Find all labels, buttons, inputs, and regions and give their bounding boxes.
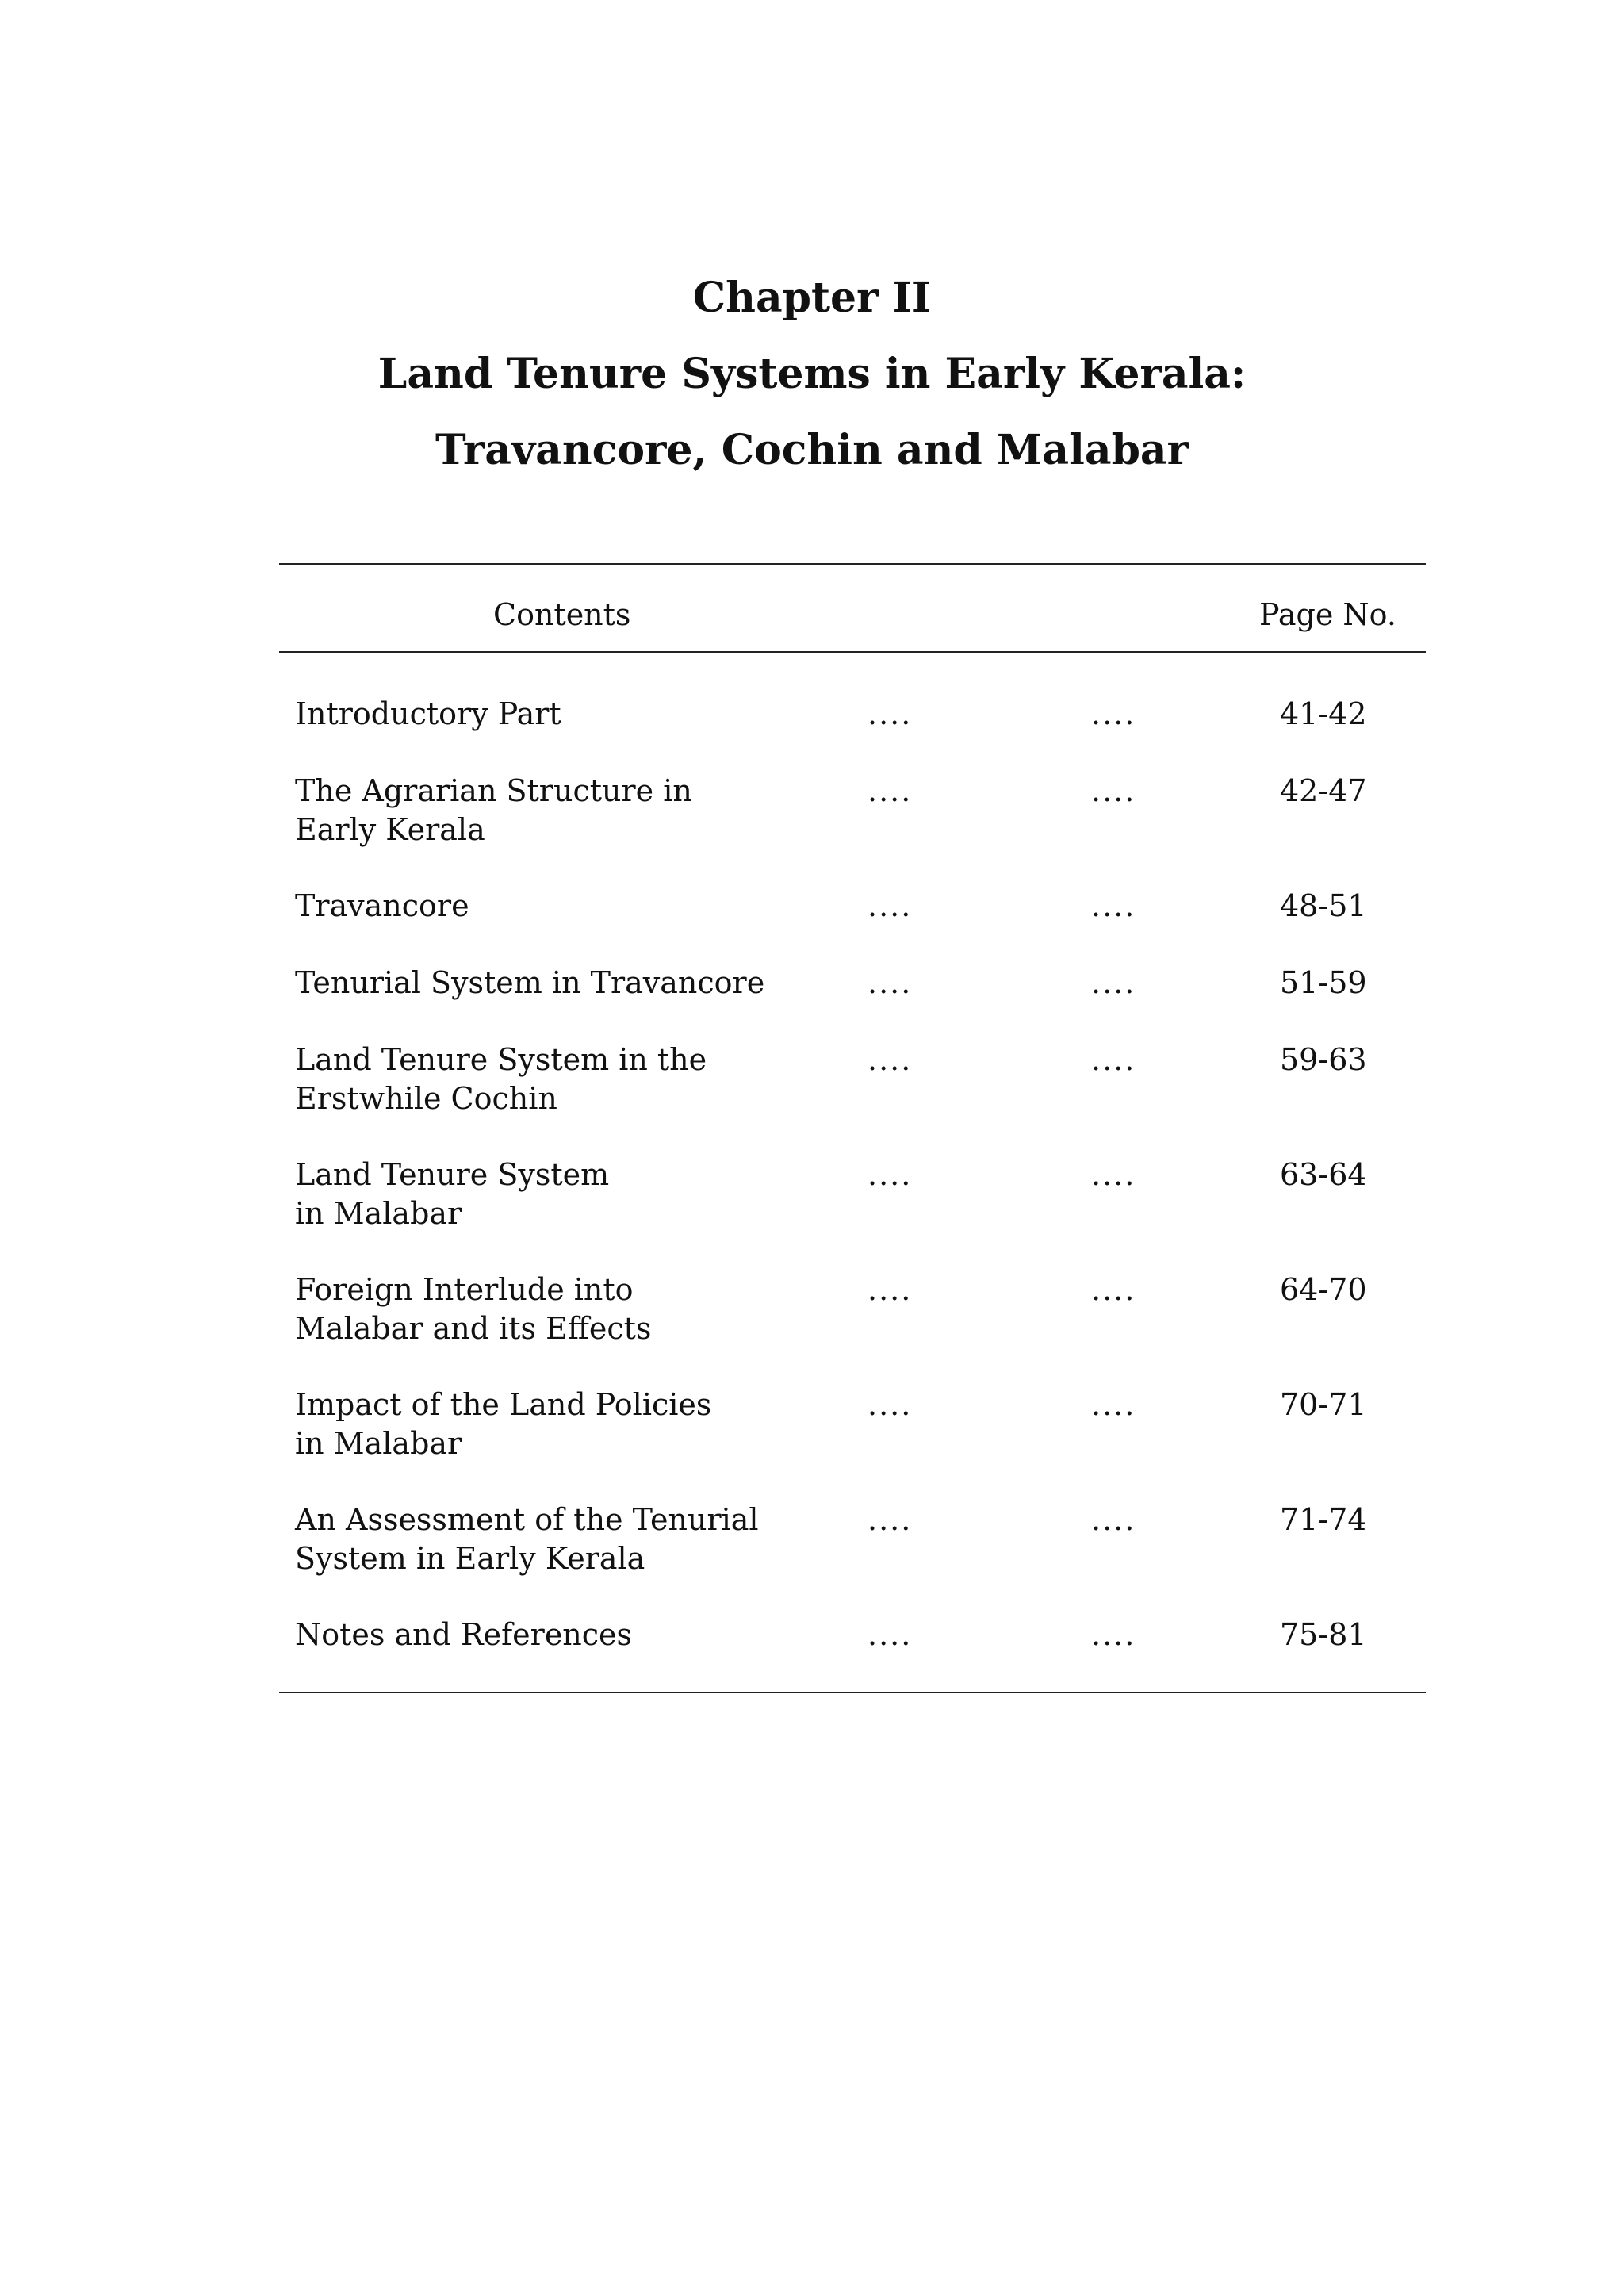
- toc-row: [0, 964, 1624, 1043]
- leader-dots: ....: [1091, 1502, 1136, 1537]
- toc-row-title: Notes and References: [295, 1617, 633, 1652]
- page-number-column-header: Page No.: [1259, 597, 1396, 632]
- leader-dots: ....: [868, 888, 913, 923]
- leader-dots: ....: [1091, 1387, 1136, 1422]
- toc-row-title: The Agrarian Structure in Early Kerala: [295, 773, 692, 847]
- leader-dots: ....: [868, 1387, 913, 1422]
- toc-row-pages: 71-74: [1280, 1502, 1367, 1537]
- toc-row-title: Travancore: [295, 888, 469, 923]
- toc-row: [0, 1386, 1624, 1465]
- toc-row-pages: 64-70: [1280, 1272, 1367, 1307]
- contents-column-header: Contents: [493, 597, 631, 632]
- toc-row-pages: 59-63: [1280, 1042, 1367, 1077]
- toc-row: [0, 1041, 1624, 1120]
- toc-row-title: Land Tenure System in Malabar: [295, 1157, 610, 1231]
- toc-row: [0, 1271, 1624, 1350]
- leader-dots: ....: [1091, 773, 1136, 808]
- toc-row: [0, 695, 1624, 774]
- toc-row-title: Impact of the Land Policies in Malabar: [295, 1387, 712, 1461]
- toc-row: [0, 772, 1624, 851]
- toc-row: [0, 1501, 1624, 1580]
- toc-row-title: Land Tenure System in the Erstwhile Cochin: [295, 1042, 707, 1116]
- leader-dots: ....: [868, 1502, 913, 1537]
- chapter-number: Chapter II: [692, 274, 932, 322]
- toc-row-title: An Assessment of the Tenurial System in Early Kerala: [295, 1502, 759, 1576]
- leader-dots: ....: [868, 965, 913, 1000]
- leader-dots: ....: [1091, 1042, 1136, 1077]
- leader-dots: ....: [868, 1272, 913, 1307]
- toc-row-title: Foreign Interlude into Malabar and its Effects: [295, 1272, 652, 1346]
- toc-row-pages: 42-47: [1280, 773, 1367, 808]
- leader-dots: ....: [1091, 1157, 1136, 1192]
- leader-dots: ....: [868, 1157, 913, 1192]
- toc-row: [0, 887, 1624, 966]
- table-top-rule: [279, 563, 1426, 565]
- toc-row-pages: 48-51: [1280, 888, 1367, 923]
- toc-row: [0, 1616, 1624, 1695]
- toc-row-title: Tenurial System in Travancore: [295, 965, 765, 1000]
- leader-dots: ....: [868, 1042, 913, 1077]
- table-bottom-rule: [279, 1692, 1426, 1693]
- toc-row-pages: 51-59: [1280, 965, 1367, 1000]
- toc-row-title: Introductory Part: [295, 696, 561, 731]
- leader-dots: ....: [1091, 1272, 1136, 1307]
- leader-dots: ....: [868, 696, 913, 731]
- leader-dots: ....: [868, 1617, 913, 1652]
- leader-dots: ....: [1091, 888, 1136, 923]
- toc-row-pages: 70-71: [1280, 1387, 1367, 1422]
- chapter-title-line-1: Land Tenure Systems in Early Kerala:: [377, 350, 1247, 398]
- toc-row-pages: 41-42: [1280, 696, 1367, 731]
- toc-row: [0, 1156, 1624, 1235]
- leader-dots: ....: [1091, 965, 1136, 1000]
- table-header-rule: [279, 651, 1426, 653]
- toc-row-pages: 75-81: [1280, 1617, 1367, 1652]
- leader-dots: ....: [868, 773, 913, 808]
- chapter-title-line-2: Travancore, Cochin and Malabar: [435, 426, 1189, 474]
- leader-dots: ....: [1091, 696, 1136, 731]
- leader-dots: ....: [1091, 1617, 1136, 1652]
- toc-row-pages: 63-64: [1280, 1157, 1367, 1192]
